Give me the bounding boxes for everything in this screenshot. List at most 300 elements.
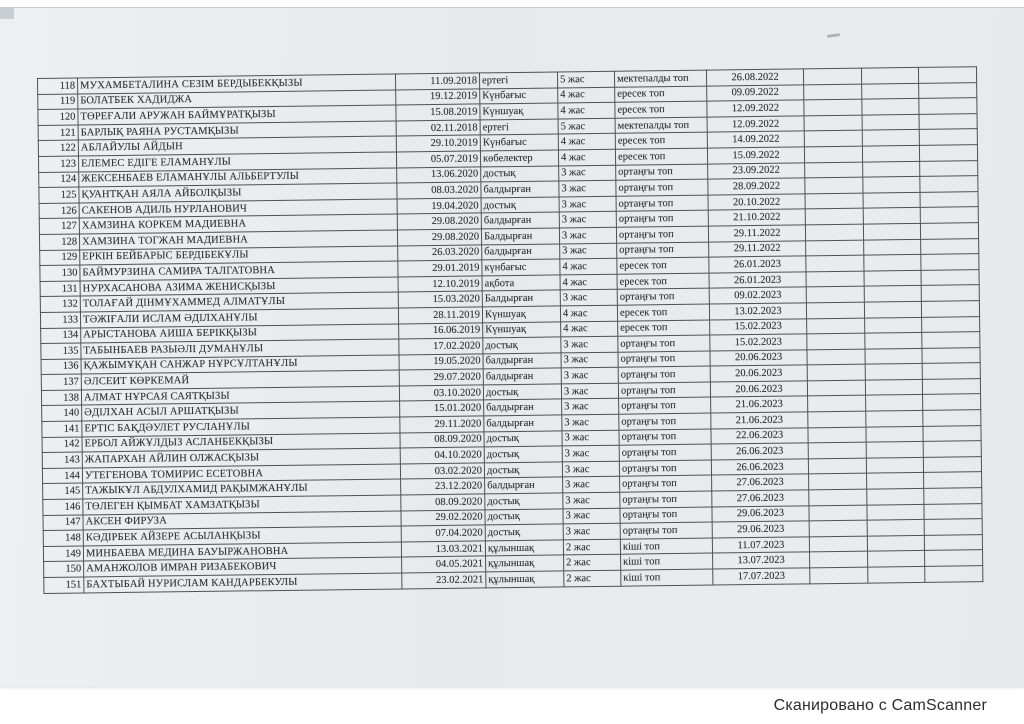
cell-empty [925, 550, 983, 566]
cell-empty [807, 364, 865, 380]
cell-name: АБЛАЙУЛЫ АЙДЫН [78, 136, 396, 156]
cell-group-name: Күншуақ [482, 306, 560, 323]
cell-empty [920, 191, 978, 207]
cell-group-type: ересек топ [617, 304, 709, 321]
cell-group-name: достық [481, 197, 559, 214]
cell-empty [864, 239, 921, 255]
cell-age: 4 жас [558, 149, 615, 165]
cell-name: ҚУАНТҚАН АЯЛА АЙБОЛҚЫЗЫ [79, 183, 397, 203]
cell-group-type: ортаңғы топ [616, 195, 708, 212]
cell-group-name: достық [484, 431, 562, 448]
cell-empty [805, 193, 863, 209]
cell-group-name: Күнбағыс [480, 88, 558, 105]
cell-empty [919, 113, 977, 129]
cell-age: 3 жас [559, 180, 616, 196]
cell-empty [804, 115, 862, 131]
cell-group-type: ересек топ [615, 132, 707, 149]
cell-name: ЕРКІН БЕЙБАРЫС БЕРДІБЕКҰЛЫ [80, 246, 398, 266]
cell-age: 3 жас [561, 383, 618, 399]
cell-name: МИНБАЕВА МЕДИНА БАУЫРЖАНОВНА [83, 542, 401, 562]
cell-empty [923, 457, 981, 473]
cell-birth-date: 29.02.2020 [401, 510, 485, 527]
records-table [37, 66, 983, 593]
cell-empty [868, 566, 925, 582]
cell-group-name: достық [485, 524, 563, 541]
cell-empty [866, 410, 923, 426]
cell-name: БАХТЫБАЙ НУРИСЛАМ КАНДАРБЕКУЛЫ [84, 573, 402, 593]
cell-number: 124 [39, 172, 79, 188]
cell-empty [922, 363, 980, 379]
cell-empty [919, 98, 977, 114]
cell-group-type: ортаңғы топ [619, 460, 711, 477]
cell-age: 4 жас [561, 321, 618, 337]
cell-age: 2 жас [564, 570, 621, 586]
cell-name: АРЫСТАНОВА АИША БЕРІКҚЫЗЫ [81, 323, 399, 343]
cell-number: 144 [42, 468, 82, 484]
cell-empty [808, 427, 866, 443]
cell-age: 4 жас [558, 102, 615, 118]
cell-number: 147 [43, 515, 83, 531]
cell-number: 127 [39, 218, 79, 234]
cell-birth-date: 13.06.2020 [397, 166, 481, 183]
cell-birth-date: 23.02.2021 [402, 572, 486, 589]
cell-birth-date: 28.11.2019 [398, 307, 482, 324]
cell-name: ЖАПАРХАН АЙЛИН ОЛЖАСҚЫЗЫ [82, 448, 400, 468]
cell-empty [865, 317, 922, 333]
cell-empty [804, 146, 862, 162]
cell-birth-date: 05.07.2019 [396, 151, 480, 168]
cell-empty [806, 255, 864, 271]
cell-birth-date: 11.09.2018 [395, 73, 479, 90]
camscanner-watermark: Сканировано с CamScanner [773, 697, 987, 714]
cell-name: ТАЖЫКҰЛ АБДУЛХАМИД РАҚЫМЖАНҰЛЫ [83, 479, 401, 499]
cell-group-name: достық [485, 509, 563, 526]
cell-group-type: ересек топ [617, 257, 709, 274]
cell-birth-date: 15.01.2020 [400, 400, 484, 417]
cell-empty [867, 535, 924, 551]
cell-name: УТЕГЕНОВА ТОМИРИС ЕСЕТОВНА [82, 464, 400, 484]
cell-empty [921, 285, 979, 301]
cell-age: 3 жас [560, 243, 617, 259]
cell-enroll-date: 29.06.2023 [712, 505, 809, 522]
cell-group-name: құлыншақ [486, 571, 564, 588]
cell-name: САКЕНОВ АДИЛЬ НУРЛАНОВИЧ [79, 199, 397, 219]
cell-group-type: мектепалды топ [614, 70, 706, 87]
cell-number: 132 [40, 296, 80, 312]
cell-empty [920, 223, 978, 239]
cell-enroll-date: 23.09.2022 [708, 162, 805, 179]
cell-enroll-date: 12.09.2022 [707, 116, 804, 133]
cell-enroll-date: 13.02.2023 [709, 303, 806, 320]
cell-enroll-date: 26.06.2023 [711, 459, 808, 476]
cell-group-type: ортаңғы топ [619, 398, 711, 415]
cell-empty [804, 131, 862, 147]
cell-empty [924, 472, 982, 488]
cell-empty [862, 145, 919, 161]
cell-number: 151 [44, 577, 84, 593]
cell-number: 131 [40, 281, 80, 297]
cell-empty [806, 302, 864, 318]
cell-empty [864, 286, 921, 302]
cell-empty [922, 379, 980, 395]
cell-birth-date: 29.01.2019 [398, 260, 482, 277]
cell-enroll-date: 29.06.2023 [712, 521, 809, 538]
cell-empty [807, 380, 865, 396]
cell-group-name: балдырған [482, 243, 560, 260]
cell-name: ТАБЫНБАЕВ РАЗЫӘЛІ ДУМАНҰЛЫ [81, 339, 399, 359]
cell-empty [805, 224, 863, 240]
cell-empty [924, 503, 982, 519]
cell-name: БАРЛЫҚ РАЯНА РУСТАМҚЫЗЫ [78, 121, 396, 141]
cell-group-type: ортаңғы топ [616, 210, 708, 227]
cell-empty [923, 425, 981, 441]
cell-age: 3 жас [559, 165, 616, 181]
cell-enroll-date: 20.06.2023 [710, 365, 807, 382]
cell-enroll-date: 15.02.2023 [710, 318, 807, 335]
cell-group-name: достық [484, 462, 562, 479]
cell-empty [922, 316, 980, 332]
cell-birth-date: 15.03.2020 [398, 291, 482, 308]
cell-empty [867, 520, 924, 536]
cell-empty [809, 536, 867, 552]
cell-birth-date: 17.02.2020 [399, 338, 483, 355]
cell-empty [925, 566, 983, 582]
cell-empty [865, 379, 922, 395]
cell-group-type: ересек топ [615, 86, 707, 103]
cell-age: 4 жас [560, 305, 617, 321]
cell-empty [804, 99, 862, 115]
cell-enroll-date: 17.07.2023 [713, 568, 810, 585]
cell-empty [810, 552, 868, 568]
cell-empty [922, 332, 980, 348]
cell-empty [862, 130, 919, 146]
cell-number: 142 [42, 437, 82, 453]
cell-number: 150 [44, 561, 84, 577]
cell-group-name: балдырған [483, 353, 561, 370]
cell-empty [806, 271, 864, 287]
cell-age: 5 жас [558, 118, 615, 134]
cell-name: ТӘЖІҒАЛИ ИСЛАМ ӘДІЛХАНҰЛЫ [80, 308, 398, 328]
cell-group-type: ортаңғы топ [616, 226, 708, 243]
cell-name: ТӨРЕҒАЛИ АРУЖАН БАЙМҰРАТҚЫЗЫ [78, 105, 396, 125]
cell-name: ҚАЖЫМҰҚАН САНЖАР НҰРСҰЛТАНҰЛЫ [81, 355, 399, 375]
cell-empty [861, 67, 918, 83]
cell-empty [921, 254, 979, 270]
cell-group-name: Күншуақ [483, 321, 561, 338]
cell-enroll-date: 12.09.2022 [707, 100, 804, 117]
cell-birth-date: 26.03.2020 [398, 244, 482, 261]
cell-number: 119 [38, 94, 78, 110]
cell-number: 148 [43, 530, 83, 546]
cell-empty [864, 301, 921, 317]
cell-number: 120 [38, 109, 78, 125]
cell-number: 143 [42, 452, 82, 468]
cell-number: 149 [43, 546, 83, 562]
cell-birth-date: 23.12.2020 [401, 478, 485, 495]
cell-name: БАЙМУРЗИНА САМИРА ТАЛГАТОВНА [80, 261, 398, 281]
cell-group-name: балдырған [481, 212, 559, 229]
cell-birth-date: 04.10.2020 [400, 447, 484, 464]
cell-empty [919, 145, 977, 161]
cell-enroll-date: 11.07.2023 [712, 537, 809, 554]
cell-empty [808, 411, 866, 427]
cell-empty [923, 441, 981, 457]
cell-group-name: Күнбағыс [480, 134, 558, 151]
cell-empty [803, 68, 861, 84]
cell-birth-date: 03.10.2020 [399, 385, 483, 402]
cell-name: ТОЛАҒАЙ ДІНМҰХАММЕД АЛМАТҰЛЫ [80, 292, 398, 312]
cell-birth-date: 15.08.2019 [396, 104, 480, 121]
cell-group-name: достық [483, 384, 561, 401]
cell-group-name: балдырған [483, 368, 561, 385]
cell-empty [920, 176, 978, 192]
cell-empty [866, 457, 923, 473]
cell-group-name: достық [483, 337, 561, 354]
cell-group-type: ортаңғы топ [620, 475, 712, 492]
cell-birth-date: 29.10.2019 [396, 135, 480, 152]
cell-age: 5 жас [557, 71, 614, 87]
cell-birth-date: 19.05.2020 [399, 354, 483, 371]
cell-group-type: ортаңғы топ [619, 429, 711, 446]
cell-birth-date: 08.03.2020 [397, 182, 481, 199]
cell-name: НУРХАСАНОВА АЗИМА ЖЕНИСҚЫЗЫ [80, 277, 398, 297]
cell-empty [807, 349, 865, 365]
cell-age: 3 жас [562, 445, 619, 461]
cell-enroll-date: 26.06.2023 [711, 443, 808, 460]
cell-enroll-date: 29.11.2022 [709, 240, 806, 257]
cell-number: 123 [38, 156, 78, 172]
cell-enroll-date: 15.09.2022 [707, 147, 804, 164]
cell-group-type: ортаңғы топ [616, 179, 708, 196]
cell-number: 126 [39, 203, 79, 219]
cell-empty [919, 129, 977, 145]
cell-name: ӘДІЛХАН АСЫЛ АРШАТҚЫЗЫ [82, 401, 400, 421]
cell-age: 3 жас [561, 352, 618, 368]
cell-birth-date: 29.07.2020 [399, 369, 483, 386]
cell-name: ЕЛЕМЕС ЕДІГЕ ЕЛАМАНҰЛЫ [78, 152, 396, 172]
cell-empty [863, 161, 920, 177]
cell-empty [863, 177, 920, 193]
cell-name: ЕРТІС БАҚДӘУЛЕТ РУСЛАНҰЛЫ [82, 417, 400, 437]
cell-empty [921, 238, 979, 254]
cell-empty [808, 442, 866, 458]
cell-empty [808, 396, 866, 412]
cell-age: 2 жас [563, 539, 620, 555]
cell-group-name: Балдырған [481, 228, 559, 245]
cell-name: ЖЕКСЕНБАЕВ ЕЛАМАНҰЛЫ АЛЬБЕРТУЛЫ [79, 168, 397, 188]
cell-age: 3 жас [559, 227, 616, 243]
cell-number: 118 [38, 78, 78, 94]
cell-age: 3 жас [561, 336, 618, 352]
cell-name: ТӨЛЕГЕН ҚЫМБАТ ХАМЗАТҚЫЗЫ [83, 495, 401, 515]
cell-empty [864, 255, 921, 271]
cell-name: БОЛАТБЕК ХАДИДЖА [78, 90, 396, 110]
cell-age: 4 жас [558, 87, 615, 103]
cell-empty [862, 83, 919, 99]
cell-number: 128 [39, 234, 79, 250]
cell-number: 140 [42, 405, 82, 421]
cell-empty [920, 207, 978, 223]
cell-number: 141 [42, 421, 82, 437]
cell-name: АКСЕН ФИРУЗА [83, 511, 401, 531]
cell-empty [810, 567, 868, 583]
cell-number: 137 [41, 374, 81, 390]
cell-group-name: құлыншақ [485, 540, 563, 557]
cell-enroll-date: 27.06.2023 [712, 490, 809, 507]
cell-birth-date: 13.03.2021 [401, 541, 485, 558]
cell-empty [866, 426, 923, 442]
cell-enroll-date: 26.08.2022 [706, 69, 803, 86]
cell-group-name: балдырған [481, 181, 559, 198]
cell-group-type: кіші топ [620, 538, 712, 555]
cell-group-name: Балдырған [482, 290, 560, 307]
cell-group-type: ересек топ [615, 101, 707, 118]
cell-empty [921, 301, 979, 317]
cell-number: 130 [40, 265, 80, 281]
scanned-sheet [0, 7, 1024, 687]
cell-enroll-date: 09.09.2022 [707, 84, 804, 101]
cell-group-name: Күншуақ [480, 103, 558, 120]
cell-age: 3 жас [562, 461, 619, 477]
cell-birth-date: 29.11.2020 [400, 416, 484, 433]
cell-empty [806, 240, 864, 256]
cell-empty [807, 318, 865, 334]
cell-age: 3 жас [559, 196, 616, 212]
cell-group-name: балдырған [485, 477, 563, 494]
cell-empty [866, 395, 923, 411]
cell-number: 133 [40, 312, 80, 328]
cell-birth-date: 19.04.2020 [397, 198, 481, 215]
cell-age: 3 жас [562, 399, 619, 415]
cell-enroll-date: 14.09.2022 [707, 131, 804, 148]
cell-group-name: ақбота [482, 275, 560, 292]
cell-group-type: ортаңғы топ [618, 382, 710, 399]
cell-birth-date: 04.05.2021 [402, 556, 486, 573]
cell-empty [805, 162, 863, 178]
cell-age: 2 жас [564, 555, 621, 571]
cell-group-name: күнбағыс [482, 259, 560, 276]
cell-empty [918, 67, 976, 83]
cell-name: ӘЛСЕИТ КӨРКЕМАЙ [81, 370, 399, 390]
cell-number: 122 [38, 140, 78, 156]
cell-empty [919, 82, 977, 98]
cell-number: 138 [41, 390, 81, 406]
cell-number: 146 [43, 499, 83, 515]
cell-empty [865, 332, 922, 348]
cell-name: ХАМЗИНА ТОГЖАН МАДИЕВНА [79, 230, 397, 250]
cell-empty [862, 114, 919, 130]
cell-age: 3 жас [563, 523, 620, 539]
cell-age: 4 жас [560, 274, 617, 290]
cell-group-type: ортаңғы топ [618, 335, 710, 352]
cell-enroll-date: 20.06.2023 [710, 381, 807, 398]
cell-empty [809, 505, 867, 521]
cell-group-type: ортаңғы топ [618, 351, 710, 368]
cell-birth-date: 02.11.2018 [396, 120, 480, 137]
cell-group-type: ортаңғы топ [619, 444, 711, 461]
cell-name: АЛМАТ НҰРСАЯ САЯТҚЫЗЫ [81, 386, 399, 406]
cell-group-type: ортаңғы топ [617, 242, 709, 259]
cell-group-type: ортаңғы топ [620, 507, 712, 524]
cell-number: 145 [43, 483, 83, 499]
cell-group-type: ересек топ [615, 148, 707, 165]
cell-empty [923, 410, 981, 426]
cell-age: 3 жас [563, 477, 620, 493]
cell-number: 135 [41, 343, 81, 359]
scan-corner-artifact [0, 8, 14, 19]
cell-empty [920, 160, 978, 176]
cell-age: 3 жас [562, 414, 619, 430]
cell-group-name: құлыншақ [486, 555, 564, 572]
cell-group-type: ересек топ [618, 320, 710, 337]
cell-birth-date: 16.06.2019 [399, 322, 483, 339]
cell-group-type: кіші топ [621, 553, 713, 570]
cell-empty [806, 286, 864, 302]
cell-enroll-date: 15.02.2023 [710, 334, 807, 351]
table-body [38, 67, 983, 593]
cell-birth-date: 08.09.2020 [400, 432, 484, 449]
cell-enroll-date: 29.11.2022 [708, 225, 805, 242]
cell-empty [805, 208, 863, 224]
cell-empty [865, 364, 922, 380]
cell-age: 4 жас [560, 258, 617, 274]
cell-age: 3 жас [559, 212, 616, 228]
cell-age: 3 жас [561, 368, 618, 384]
cell-empty [808, 458, 866, 474]
cell-enroll-date: 21.10.2022 [708, 209, 805, 226]
cell-birth-date: 03.02.2020 [400, 463, 484, 480]
cell-empty [804, 84, 862, 100]
cell-number: 121 [38, 125, 78, 141]
cell-empty [805, 177, 863, 193]
cell-group-type: ортаңғы топ [618, 366, 710, 383]
cell-group-type: ортаңғы топ [616, 164, 708, 181]
cell-empty [863, 223, 920, 239]
cell-empty [868, 551, 925, 567]
cell-empty [809, 520, 867, 536]
cell-group-name: достық [481, 166, 559, 183]
cell-empty [924, 488, 982, 504]
cell-empty [922, 347, 980, 363]
cell-group-name: балдырған [484, 399, 562, 416]
cell-enroll-date: 28.09.2022 [708, 178, 805, 195]
cell-empty [807, 333, 865, 349]
cell-empty [809, 489, 867, 505]
cell-group-name: көбелектер [480, 150, 558, 167]
cell-empty [809, 474, 867, 490]
cell-empty [864, 270, 921, 286]
cell-birth-date: 08.09.2020 [401, 494, 485, 511]
cell-enroll-date: 27.06.2023 [712, 474, 809, 491]
cell-empty [865, 348, 922, 364]
cell-enroll-date: 26.01.2023 [709, 272, 806, 289]
cell-birth-date: 19.12.2019 [396, 89, 480, 106]
cell-empty [867, 488, 924, 504]
cell-age: 4 жас [558, 134, 615, 150]
cell-group-type: мектепалды топ [615, 117, 707, 134]
cell-birth-date: 29.08.2020 [397, 229, 481, 246]
cell-age: 3 жас [560, 290, 617, 306]
cell-empty [921, 269, 979, 285]
cell-enroll-date: 09.02.2023 [709, 287, 806, 304]
cell-group-type: кіші топ [621, 569, 713, 586]
cell-name: КӘДІРБЕК АЙЗЕРЕ АСЫЛАНҚЫЗЫ [83, 526, 401, 546]
cell-group-type: ортаңғы топ [620, 491, 712, 508]
cell-name: МУХАМБЕТАЛИНА СЕЗІМ БЕРДЫБЕКҚЫЗЫ [78, 74, 396, 94]
cell-birth-date: 29.08.2020 [397, 213, 481, 230]
cell-empty [924, 534, 982, 550]
cell-number: 125 [39, 187, 79, 203]
